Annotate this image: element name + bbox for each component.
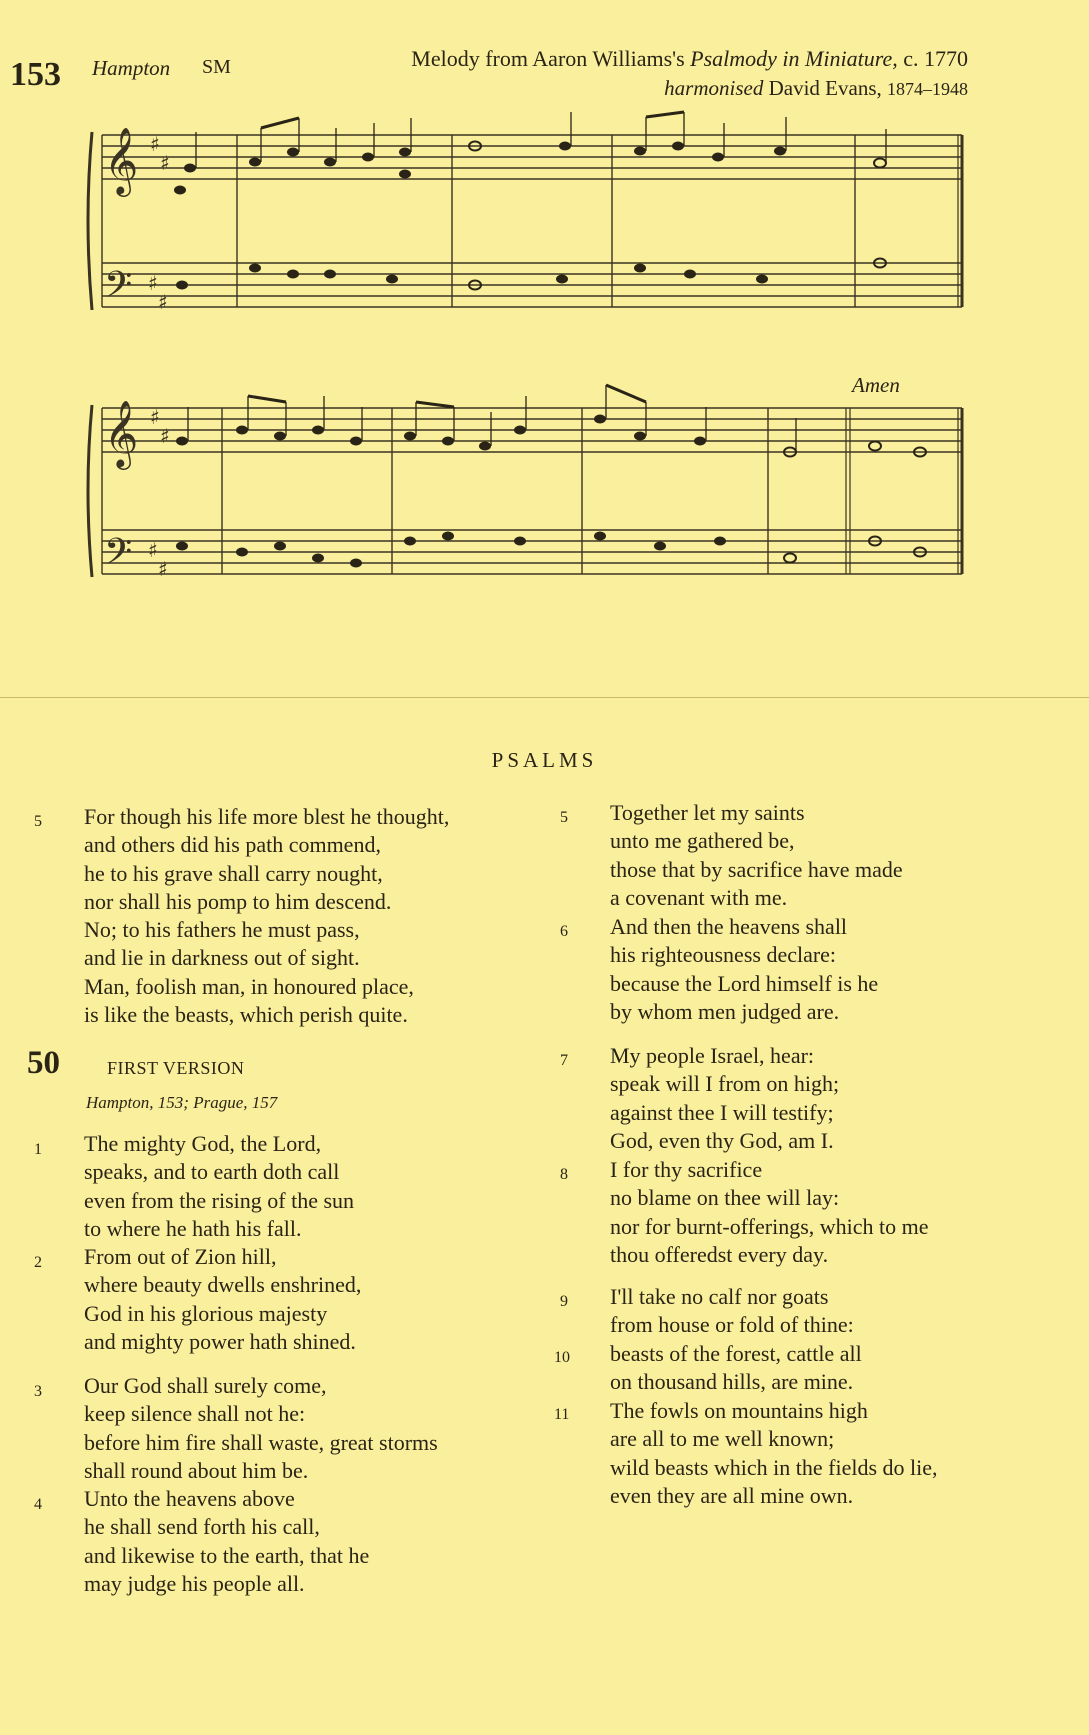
verse-line: no blame on thee will lay: xyxy=(610,1185,840,1211)
system-1-treble-staff xyxy=(102,135,962,179)
system-2-treble-staff xyxy=(102,408,962,452)
psalm-50-verse-1 xyxy=(84,1130,354,1243)
hymn-number: 153 xyxy=(10,56,61,93)
verse-line: Man, foolish man, in honoured place, xyxy=(84,973,414,999)
verse-number: 3 xyxy=(34,1383,42,1400)
verse-line: even they are all mine own. xyxy=(610,1482,854,1508)
section-heading: PSALMS xyxy=(491,748,598,772)
psalm-50-verse-3 xyxy=(84,1372,438,1485)
verse-line: The fowls on mountains high xyxy=(610,1398,868,1423)
psalm-50-verse-2 xyxy=(84,1243,361,1356)
verse-line: against thee I will testify; xyxy=(610,1099,834,1125)
verse-number: 5 xyxy=(560,809,568,826)
harmonisation-credit: harmonised David Evans, 1874–1948 xyxy=(664,76,968,100)
verse-line: God, even thy God, am I. xyxy=(610,1127,834,1153)
svg-text:♯: ♯ xyxy=(158,290,168,314)
verse-line: shall round about him be. xyxy=(84,1457,309,1483)
verse-line: I for thy sacrifice xyxy=(610,1157,763,1182)
tunes-reference: Hampton, 153; Prague, 157 xyxy=(86,1093,278,1112)
verse-line: he to his grave shall carry nought, xyxy=(84,860,383,886)
system-1-bass-staff xyxy=(102,263,962,307)
verse-line: From out of Zion hill, xyxy=(84,1244,277,1269)
verse-line: For though his life more blest he thought, xyxy=(84,804,450,829)
svg-text:♯: ♯ xyxy=(158,557,168,581)
verse-line: before him fire shall waste, great storms xyxy=(84,1429,438,1455)
verse-line: and likewise to the earth, that he xyxy=(84,1542,370,1568)
verse-line: and others did his path commend, xyxy=(84,832,381,858)
psalm-50-verse-4 xyxy=(84,1485,369,1598)
verse-line: and mighty power hath shined. xyxy=(84,1328,356,1354)
verse-number: 4 xyxy=(34,1496,42,1513)
version-label: FIRST VERSION xyxy=(107,1058,245,1078)
psalm-49-verse-5 xyxy=(84,803,449,1029)
verse-number: 7 xyxy=(560,1052,568,1069)
verse-line: nor shall his pomp to him descend. xyxy=(84,888,392,914)
verse-line: speaks, and to earth doth call xyxy=(84,1159,340,1185)
psalm-50-verse-11 xyxy=(610,1397,938,1510)
verse-line: a covenant with me. xyxy=(610,884,788,910)
music-notation xyxy=(0,0,1089,640)
verse-number: 9 xyxy=(560,1293,568,1310)
verse-line: No; to his fathers he must pass, xyxy=(84,917,360,943)
psalm-50-verse-5 xyxy=(610,799,903,912)
svg-text:♯: ♯ xyxy=(150,132,160,156)
svg-text:♯: ♯ xyxy=(160,424,170,448)
verse-line: unto me gathered be, xyxy=(610,828,795,854)
melody-credit: Melody from Aaron Williams's Psalmody in Miniature, c. 1770 xyxy=(411,46,968,71)
verse-line: I'll take no calf nor goats xyxy=(610,1284,829,1309)
svg-text:𝄢: 𝄢 xyxy=(104,264,133,315)
verse-line: may judge his people all. xyxy=(84,1570,305,1596)
verse-line: keep silence shall not he: xyxy=(84,1401,306,1427)
svg-text:𝄢: 𝄢 xyxy=(104,531,133,582)
psalm-50-verse-7 xyxy=(610,1042,839,1155)
verse-number: 10 xyxy=(554,1349,570,1366)
amen-label: Amen xyxy=(852,373,900,397)
verse-number: 5 xyxy=(34,813,42,830)
verse-line: he shall send forth his call, xyxy=(84,1514,320,1540)
verse-line: even from the rising of the sun xyxy=(84,1187,355,1213)
verse-line: to where he hath his fall. xyxy=(84,1215,302,1241)
psalm-number: 50 xyxy=(27,1045,60,1081)
page-divider xyxy=(0,697,1089,698)
verse-line: The mighty God, the Lord, xyxy=(84,1131,322,1156)
verse-number: 6 xyxy=(560,923,568,940)
verse-line: by whom men judged are. xyxy=(610,998,840,1024)
verse-line: And then the heavens shall xyxy=(610,914,848,939)
verse-number: 8 xyxy=(560,1166,568,1183)
verse-line: are all to me well known; xyxy=(610,1426,835,1452)
system-2-bass-staff xyxy=(102,530,962,574)
verse-line: and lie in darkness out of sight. xyxy=(84,945,360,971)
svg-text:♯: ♯ xyxy=(148,271,158,295)
verse-line: My people Israel, hear: xyxy=(610,1043,815,1068)
tune-name: Hampton xyxy=(92,56,171,80)
verse-line: because the Lord himself is he xyxy=(610,970,879,996)
psalm-50-verse-8 xyxy=(610,1156,929,1269)
verse-line: God in his glorious majesty xyxy=(84,1300,328,1326)
psalm-50-verse-9 xyxy=(610,1283,854,1340)
verse-line: those that by sacrifice have made xyxy=(610,856,903,882)
verse-line: his righteousness declare: xyxy=(610,942,837,968)
svg-text:𝄞: 𝄞 xyxy=(104,399,139,467)
verse-line: Together let my saints xyxy=(610,800,805,825)
verse-number: 2 xyxy=(34,1254,42,1271)
svg-text:♯: ♯ xyxy=(150,405,160,429)
verse-line: beasts of the forest, cattle all xyxy=(610,1341,862,1366)
verse-line: Unto the heavens above xyxy=(84,1486,295,1511)
verse-line: speak will I from on high; xyxy=(610,1071,840,1097)
verse-line: is like the beasts, which perish quite. xyxy=(84,1002,408,1028)
verse-line: wild beasts which in the fields do lie, xyxy=(610,1454,938,1480)
verse-line: nor for burnt-offerings, which to me xyxy=(610,1213,929,1239)
verse-number: 11 xyxy=(554,1406,570,1423)
svg-text:♯: ♯ xyxy=(148,538,158,562)
verse-line: on thousand hills, are mine. xyxy=(610,1369,854,1395)
svg-text:♯: ♯ xyxy=(160,151,170,175)
meter: SM xyxy=(202,56,231,78)
verse-line: from house or fold of thine: xyxy=(610,1312,854,1338)
verse-line: Our God shall surely come, xyxy=(84,1373,327,1398)
verse-line: where beauty dwells enshrined, xyxy=(84,1272,362,1298)
verse-line: thou offeredst every day. xyxy=(610,1241,829,1267)
svg-text:𝄞: 𝄞 xyxy=(104,126,139,194)
verse-number: 1 xyxy=(34,1141,42,1158)
psalm-50-verse-6 xyxy=(610,913,878,1026)
psalm-50-verse-10 xyxy=(610,1340,862,1397)
